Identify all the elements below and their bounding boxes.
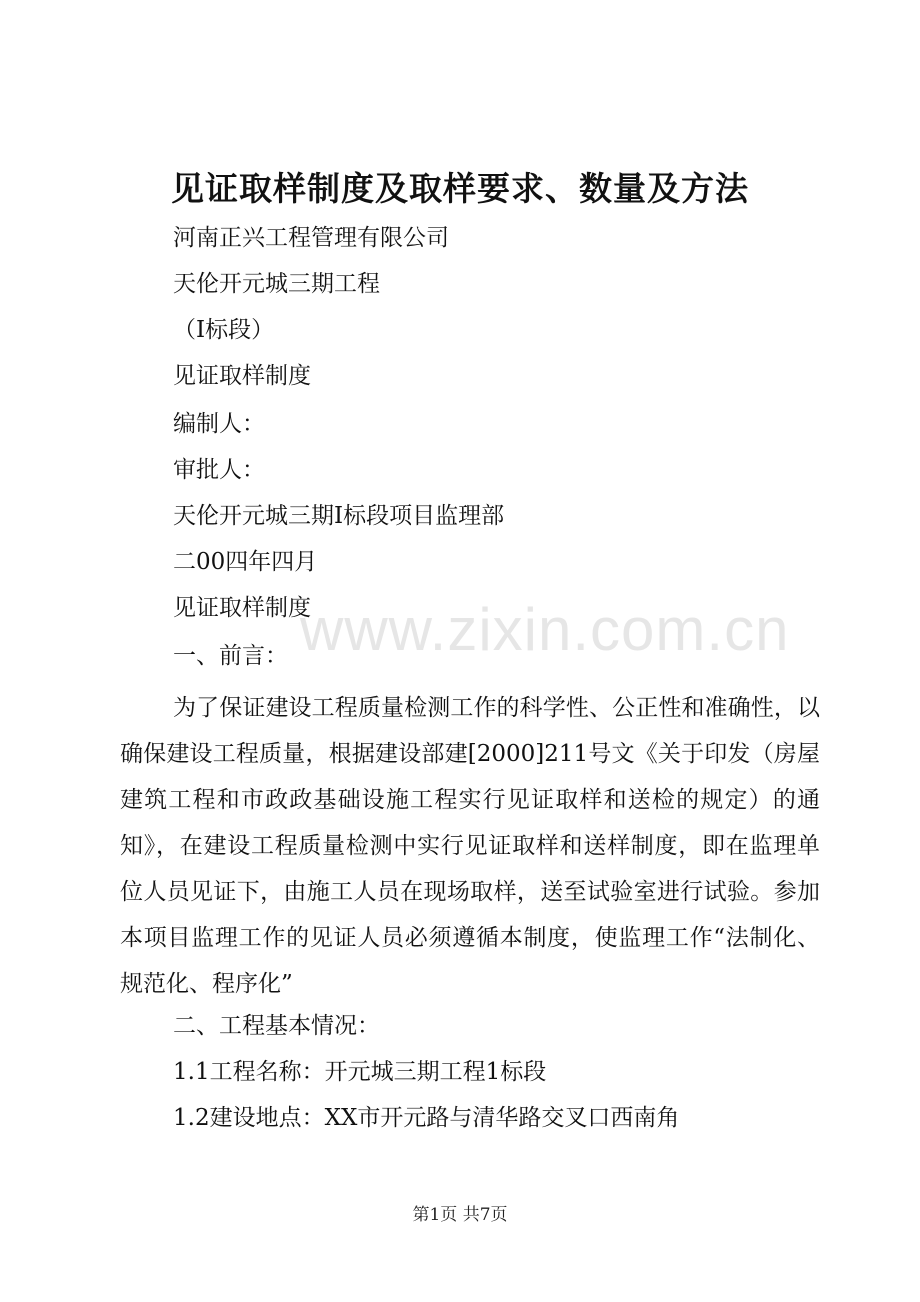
- section-label: （Ⅰ标段）: [173, 317, 275, 343]
- project-name: 天伦开元城三期工程: [173, 271, 380, 297]
- approver-line: 审批人：: [173, 457, 265, 483]
- preface-paragraph: 为了保证建设工程质量检测工作的科学性、公正性和准确性，以确保建设工程质量，根据建设部建[2000]211号文《关于印发（房屋建筑工程和市政政基础设施工程实行见证取样和送检的规定）的通知》，在建设工程质量检测中实行见证取样和送样制度，即在监理单位人员见证下，由施工人员在现场取样，送至试验室进行试验。参加本项目监理工作的见证人员必须遵循本制度，使监理工作“法制化、规范化、程序化”: [120, 695, 820, 997]
- department-line: 天伦开元城三期Ⅰ标段项目监理部: [173, 503, 505, 529]
- compiler-line: 编制人：: [173, 411, 265, 437]
- company-name: 河南正兴工程管理有限公司: [173, 225, 449, 251]
- section-title: 见证取样制度: [173, 595, 311, 621]
- project-name-item: 1.1工程名称：开元城三期工程1标段: [173, 1059, 547, 1085]
- doc-subject: 见证取样制度: [173, 363, 311, 389]
- document-title: 见证取样制度及取样要求、数量及方法: [171, 169, 749, 208]
- date-line: 二00四年四月: [173, 549, 318, 575]
- preface-heading: 一、前言：: [173, 643, 288, 669]
- location-item: 1.2建设地点：XX市开元路与清华路交叉口西南角: [173, 1105, 680, 1131]
- watermark: www.zixin.com.cn: [300, 596, 790, 663]
- page-footer: 第1页 共7页: [412, 1205, 508, 1225]
- section2-heading: 二、工程基本情况：: [173, 1013, 380, 1039]
